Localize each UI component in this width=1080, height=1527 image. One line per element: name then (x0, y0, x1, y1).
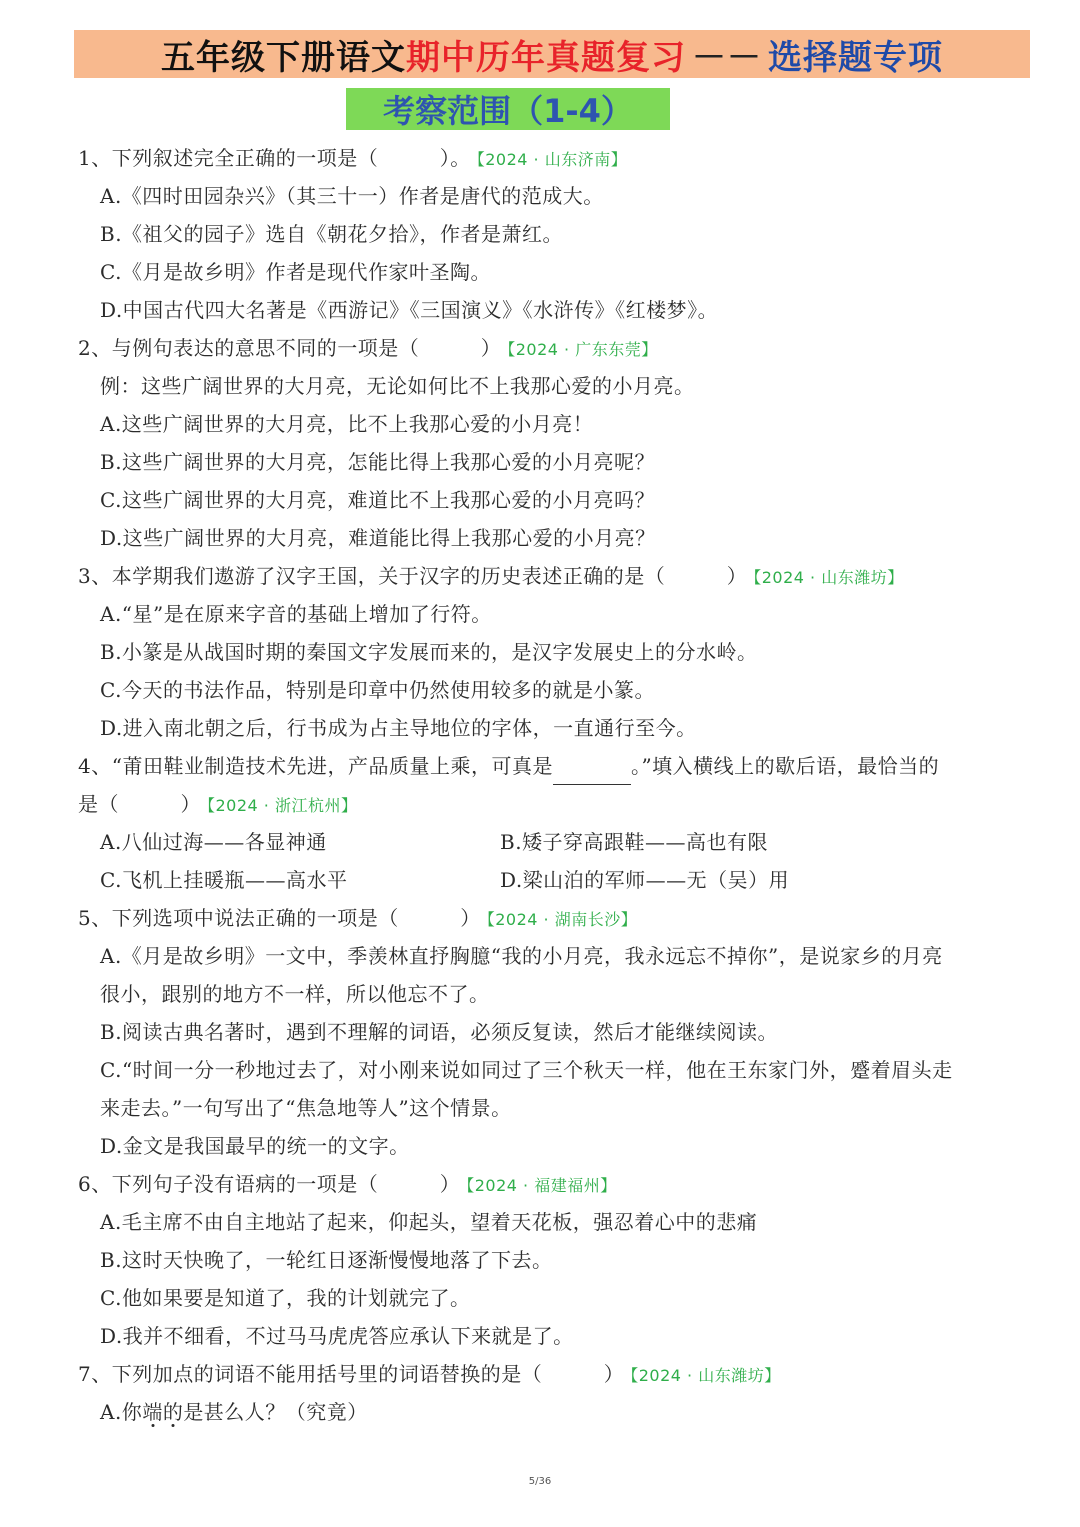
title-topic: 期中历年真题复习 (406, 37, 686, 78)
source-tag: 【2024 · 山东济南】 (476, 150, 628, 169)
question-6-option-b: B.这时天快晚了，一轮红日逐渐慢慢地落了下去。 (100, 1248, 553, 1272)
question-7-option-a: A.你端的是甚么人？（究竟） (100, 1400, 368, 1424)
question-4-option-a: A.八仙过海——各显神通 (100, 830, 327, 854)
source-tag: 【2024 · 山东潍坊】 (753, 568, 904, 587)
question-5-option-a-cont: 很小，跟别的地方不一样，所以他忘不了。 (100, 982, 490, 1006)
question-5-stem: 5、下列选项中说法正确的一项是（ ） 【2024 · 湖南长沙】 (78, 906, 638, 930)
source-tag: 【2024 · 浙江杭州】 (207, 796, 358, 815)
title-type: 选择题专项 (768, 37, 943, 78)
question-4-stem-cont: 是（ ） 【2024 · 浙江杭州】 (78, 792, 358, 816)
title-dash: －－ (692, 37, 762, 78)
question-5-option-a: A.《月是故乡明》一文中，季羡林直抒胸臆“我的小月亮，我永远忘不掉你”，是说家乡的月亮 (100, 944, 943, 968)
question-4-options-row-2 (0, 861, 1080, 899)
question-2-option-c: C.这些广阔世界的大月亮，难道比不上我那心爱的小月亮吗？ (100, 488, 655, 512)
question-7-stem: 7、下列加点的词语不能用括号里的词语替换的是（ ） 【2024 · 山东潍坊】 (78, 1362, 781, 1386)
source-tag: 【2024 · 湖南长沙】 (486, 910, 638, 929)
emphasis-dot-char: 端 (142, 1400, 163, 1424)
question-3-option-d: D.进入南北朝之后，行书成为占主导地位的字体，一直通行至今。 (100, 716, 697, 740)
question-6-option-a: A.毛主席不由自主地站了起来，仰起头，望着天花板，强忍着心中的悲痛 (100, 1210, 758, 1234)
question-4-option-b: B.矮子穿高跟鞋——高也有限 (500, 830, 769, 854)
source-tag: 【2024 · 山东潍坊】 (630, 1366, 781, 1385)
question-5-option-d: D.金文是我国最早的统一的文字。 (100, 1134, 410, 1158)
source-tag: 【2024 · 福建福州】 (466, 1176, 617, 1195)
question-3-option-c: C.今天的书法作品，特别是印章中仍然使用较多的就是小篆。 (100, 678, 655, 702)
question-2-option-d: D.这些广阔世界的大月亮，难道能比得上我那心爱的小月亮？ (100, 526, 656, 550)
question-5-option-c-cont: 来走去。”一句写出了“焦急地等人”这个情景。 (100, 1096, 512, 1120)
question-4-options-row-1 (0, 823, 1080, 861)
question-1-option-d: D.中国古代四大名著是《西游记》《三国演义》《水浒传》《红楼梦》。 (100, 298, 719, 322)
question-2-option-b: B.这些广阔世界的大月亮，怎能比得上我那心爱的小月亮呢？ (100, 450, 656, 474)
question-3-stem: 3、本学期我们遨游了汉字王国，关于汉字的历史表述正确的是（ ） 【2024 · 山东潍坊】 (78, 564, 904, 588)
question-list (0, 139, 1080, 1431)
question-1-option-b: B.《祖父的园子》选自《朝花夕拾》，作者是萧红。 (100, 222, 564, 246)
emphasis-dot-char: 的 (162, 1400, 184, 1424)
question-3-option-b: B.小篆是从战国时期的秦国文字发展而来的，是汉字发展史上的分水岭。 (100, 640, 758, 664)
answer-blank (553, 762, 631, 785)
question-1-option-a: A.《四时田园杂兴》（其三十一）作者是唐代的范成大。 (100, 184, 604, 208)
source-tag: 【2024 · 广东东莞】 (507, 340, 658, 359)
page-number: 5/36 (528, 1476, 552, 1487)
scope-subtitle: 考察范围（1-4） (346, 88, 670, 130)
question-5-option-c: C.“时间一分一秒地过去了，对小刚来说如同过了三个秋天一样，他在王东家门外，蹙着眉头走 (100, 1058, 953, 1082)
question-2-stem: 2、与例句表达的意思不同的一项是（ ） 【2024 · 广东东莞】 (78, 336, 658, 360)
question-2-example: 例：这些广阔世界的大月亮，无论如何比不上我那心爱的小月亮。 (100, 374, 695, 398)
question-6-option-d: D.我并不细看，不过马马虎虎答应承认下来就是了。 (100, 1324, 574, 1348)
question-3-option-a: A.“星”是在原来字音的基础上增加了行符。 (100, 602, 492, 626)
question-4-option-d: D.梁山泊的军师——无（吴）用 (500, 868, 790, 892)
question-1-stem: 1、下列叙述完全正确的一项是（ ）。 【2024 · 山东济南】 (78, 146, 628, 170)
question-6-stem: 6、下列句子没有语病的一项是（ ） 【2024 · 福建福州】 (78, 1172, 617, 1196)
question-1-option-c: C.《月是故乡明》作者是现代作家叶圣陶。 (100, 260, 491, 284)
question-4-option-c: C.飞机上挂暖瓶——高水平 (100, 868, 348, 892)
question-5-option-b: B.阅读古典名著时，遇到不理解的词语，必须反复读，然后才能继续阅读。 (100, 1020, 779, 1044)
page-title-bar (74, 30, 1030, 78)
question-2-option-a: A.这些广阔世界的大月亮，比不上我那心爱的小月亮！ (100, 412, 594, 436)
question-4-stem: 4、“莆田鞋业制造技术先进，产品质量上乘，可真是 。”填入横线上的歇后语，最恰当的 (0, 747, 1080, 785)
question-6-option-c: C.他如果要是知道了，我的计划就完了。 (100, 1286, 471, 1310)
title-grade: 五年级下册语文 (161, 37, 406, 78)
